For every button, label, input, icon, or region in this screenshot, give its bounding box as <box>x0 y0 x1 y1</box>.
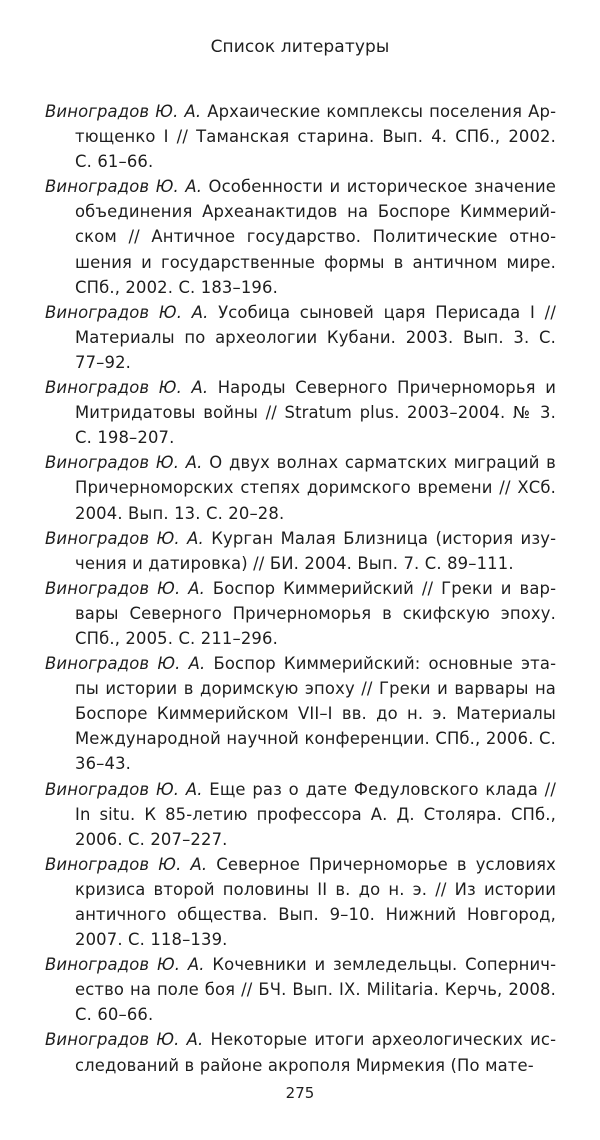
entry-author: Виноградов Ю. А. <box>45 528 204 548</box>
bibliography-entry <box>45 99 556 174</box>
entry-text: О двух волнах сарматских миграций в Причерноморских степях доримского времени // ХСб. 2004. Вып. 13. С. 20–28. <box>75 453 556 523</box>
entry-text: Усобица сыновей царя Перисада I // Материалы по археологии Кубани. 2003. Вып. 3. С. 77–92. <box>75 302 556 372</box>
bibliography-entry <box>45 576 556 651</box>
entry-text: Северное Причерноморье в условиях кризиса второй половины II в. до н. э. // Из истории античного общества. Вып. 9–10. Нижний Новгород, 2007. С. 118–139. <box>75 854 556 950</box>
entry-author: Виноградов Ю. А. <box>45 779 203 799</box>
entry-text: Кочевники и земледельцы. Соперничество на поле боя // БЧ. Вып. IX. Militaria. Керчь, 2008. С. 60–66. <box>75 955 557 1025</box>
bibliography-entry <box>45 450 556 525</box>
entry-author: Виноградов Ю. А. <box>45 378 209 398</box>
entry-text: Курган Малая Близница (история изучения и датировка) // БИ. 2004. Вып. 7. С. 89–111. <box>75 528 556 573</box>
bibliography-entry <box>45 526 556 576</box>
page-number: 275 <box>285 1084 315 1102</box>
bibliography-entry <box>45 375 556 450</box>
entry-text: Еще раз о дате Федуловского клада // In situ. К 85-летию профессора А. Д. Столяра. СПб., 2006. С. 207–227. <box>75 779 556 849</box>
entry-text: Некоторые итоги археологических исследований в районе акрополя Мирмекия (По мате- <box>75 1030 556 1075</box>
running-title: Список литературы <box>210 37 390 57</box>
entry-author: Виноградов Ю. А. <box>45 955 205 975</box>
entry-text: Боспор Киммерийский // Греки и варвары Северного Причерноморья в скифскую эпоху. СПб., 2005. С. 211–296. <box>75 578 556 648</box>
entry-text: Народы Северного Причерноморья и Митридатовы войны // Stratum plus. 2003–2004. № 3. С. 198–207. <box>75 378 556 448</box>
entry-author: Виноградов Ю. А. <box>45 453 203 473</box>
entry-text: Особенности и историческое значение объединения Археанактидов на Боспоре Киммерийском // Античное государство. Политические отношения и государственные формы в античном мире. СПб., 2002. С. 183–196. <box>75 177 557 297</box>
bibliography-entry <box>45 777 556 852</box>
bibliography-entry <box>45 174 556 299</box>
entry-author: Виноградов Ю. А. <box>45 302 209 322</box>
entry-author: Виноградов Ю. А. <box>45 854 208 874</box>
entry-author: Виноградов Ю. А. <box>45 177 203 197</box>
bibliography-entry <box>45 1027 556 1077</box>
entry-author: Виноградов Ю. А. <box>45 1030 204 1050</box>
entry-text: Архаические комплексы поселения Артющенко I // Таманская старина. Вып. 4. СПб., 2002. С. 61–66. <box>75 102 556 172</box>
bibliography-entry <box>45 852 556 952</box>
bibliography-list <box>45 99 556 1078</box>
entry-author: Виноградов Ю. А. <box>45 654 206 674</box>
bibliography-entry <box>45 651 556 776</box>
entry-author: Виноградов Ю. А. <box>45 578 205 598</box>
entry-author: Виноградов Ю. А. <box>45 102 202 121</box>
bibliography-entry <box>45 300 556 375</box>
bibliography-entry <box>45 952 556 1027</box>
entry-text: Боспор Киммерийский: основные этапы истории в доримскую эпоху // Греки и варвары на Боспоре Киммерийском VII–I вв. до н. э. Материалы Международной научной конференции. СПб., 2006. С. 36–43. <box>75 654 556 774</box>
